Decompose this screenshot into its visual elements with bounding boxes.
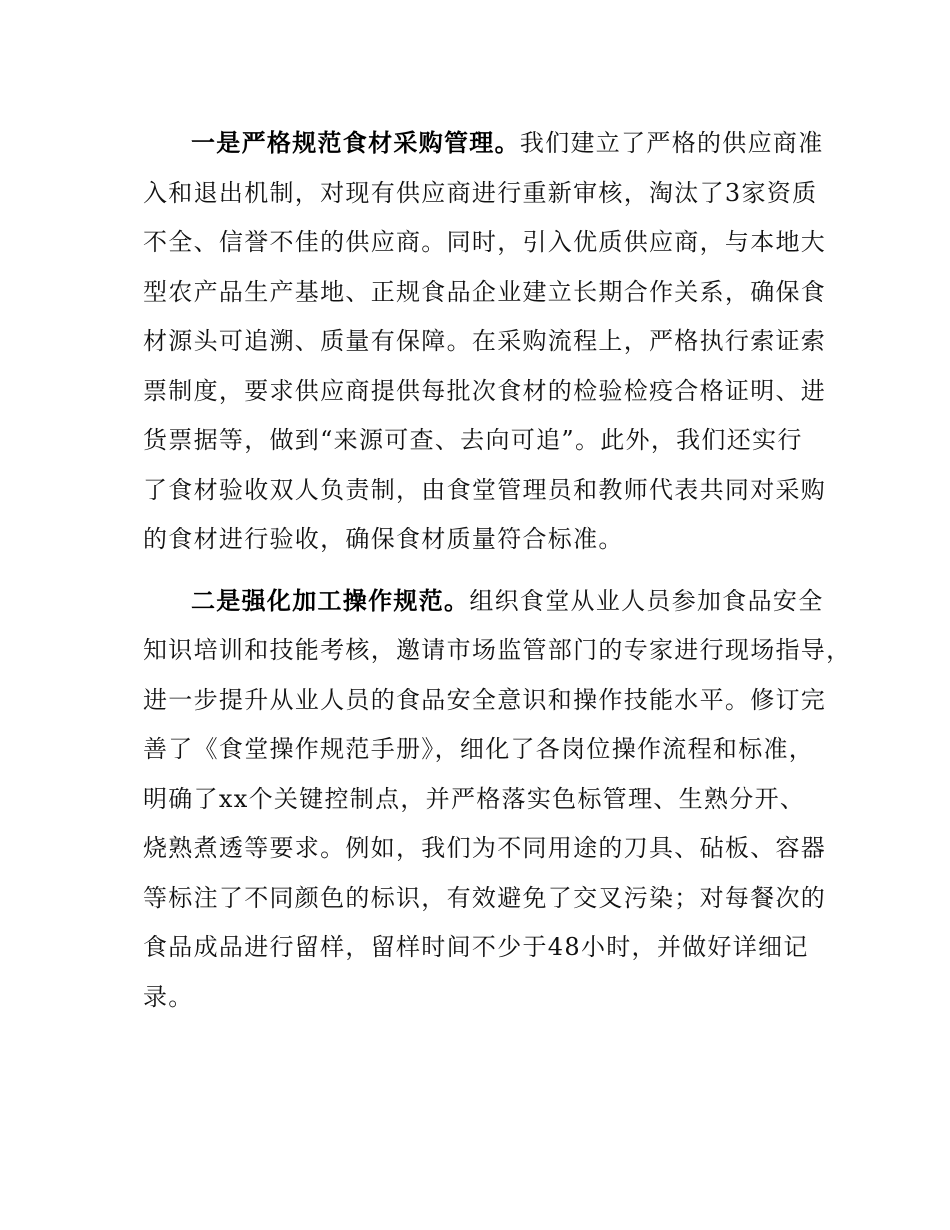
- paragraph-line: 等标注了不同颜色的标识，有效避免了交叉污染；对每餐次的: [143, 884, 827, 912]
- paragraph-line: 材源头可追溯、质量有保障。在采购流程上，严格执行索证索: [143, 327, 827, 355]
- paragraph-text: 我们建立了严格的供应商准: [519, 129, 824, 157]
- paragraph-line: 善了《食堂操作规范手册》，细化了各岗位操作流程和标准，: [143, 735, 815, 763]
- paragraph-line: 入和退出机制，对现有供应商进行重新审核，淘汰了3家资质: [143, 179, 818, 207]
- paragraph-line: 型农产品生产基地、正规食品企业建立长期合作关系，确保食: [143, 278, 827, 306]
- paragraph-line: 明确了xx个关键控制点，并严格落实色标管理、生熟分开、: [143, 785, 806, 813]
- paragraph-line: 的食材进行验收，确保食材质量符合标准。: [143, 525, 624, 553]
- paragraph-line: 不全、信誉不佳的供应商。同时，引入优质供应商，与本地大: [143, 228, 827, 256]
- paragraph-line: 食品成品进行留样，留样时间不少于48小时，并做好详细记: [143, 933, 809, 961]
- paragraph-line: 录。: [143, 983, 194, 1011]
- paragraph-line: 知识培训和技能考核，邀请市场监管部门的专家进行现场指导，: [143, 636, 852, 664]
- paragraph-line: 烧熟煮透等要求。例如，我们为不同用途的刀具、砧板、容器: [143, 834, 827, 862]
- paragraph-line: 票制度，要求供应商提供每批次食材的检验检疫合格证明、进: [143, 377, 827, 405]
- paragraph-text: 组织食堂从业人员参加食品安全: [469, 587, 824, 615]
- paragraph-line: 货票据等，做到“来源可查、去向可追”。此外，我们还实行: [143, 426, 803, 454]
- paragraph-line: 进一步提升从业人员的食品安全意识和操作技能水平。修订完: [143, 686, 827, 714]
- paragraph-line: 了食材验收双人负责制，由食堂管理员和教师代表共同对采购: [143, 476, 827, 504]
- paragraph-first-line: [191, 581, 824, 621]
- paragraph-first-line: [191, 123, 824, 163]
- paragraph-lead-heading: 二是强化加工操作规范。: [191, 587, 470, 615]
- paragraph-lead-heading: 一是严格规范食材采购管理。: [191, 129, 520, 157]
